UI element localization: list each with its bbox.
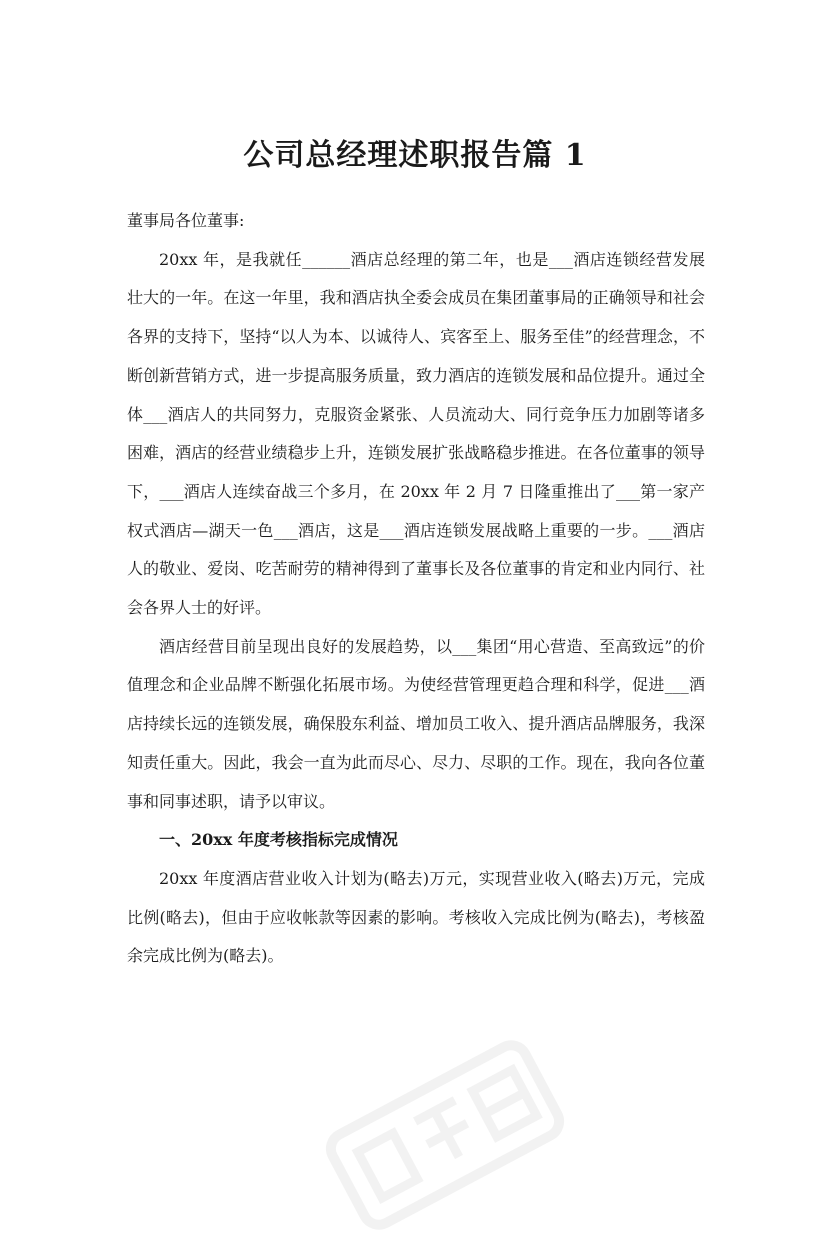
greeting-line: 董事局各位董事: [127, 211, 245, 230]
body-paragraph-2: 酒店经营目前呈现出良好的发展趋势，以___集团“用心营造、至高致远”的价值理念和企业品牌不断强化拓展市场。为使经营管理更趋合理和科学，促进___酒店持续长远的连锁发展，确保股东利益、增加员工收入、提升酒店品牌服务，我深知责任重大。因此，我会一直为此而尽心、尽力、尽职的工作。现在，我向各位董事和同事述职，请予以审议。 [127, 636, 705, 811]
document-body [127, 202, 705, 976]
document-title: 公司总经理述职报告篇 1 [243, 138, 587, 174]
watermark-logo-icon [315, 1028, 574, 1242]
section-paragraph: 20xx 年度酒店营业收入计划为(略去)万元，实现营业收入(略去)万元，完成比例(略去)，但由于应收帐款等因素的影响。考核收入完成比例为(略去)，考核盈余完成比例为(略去)。 [127, 868, 705, 966]
body-paragraph-1: 20xx 年，是我就任______酒店总经理的第二年，也是___酒店连锁经营发展壮大的一年。在这一年里，我和酒店执全委会成员在集团董事局的正确领导和社会各界的支持下，坚持“以人为本、以诚待人、宾客至上、服务至佳”的经营理念，不断创新营销方式，进一步提高服务质量，致力酒店的连锁发展和品位提升。通过全体___酒店人的共同努力，克服资金紧张、人员流动大、同行竞争压力加剧等诸多困难，酒店的经营业绩稳步上升，连锁发展扩张战略稳步推进。在各位董事的领导下，___酒店人连续奋战三个多月，在 20xx 年 2 月 7 日隆重推出了___第一家产权式酒店—湖天一色___酒店，这是___酒店连锁发展战略上重要的一步。___酒店人的敬业、爱岗、吃苦耐劳的精神得到了董事长及各位董事的肯定和业内同行、社会各界人士的好评。 [127, 249, 705, 618]
section-heading: 一、20xx 年度考核指标完成情况 [159, 830, 398, 850]
